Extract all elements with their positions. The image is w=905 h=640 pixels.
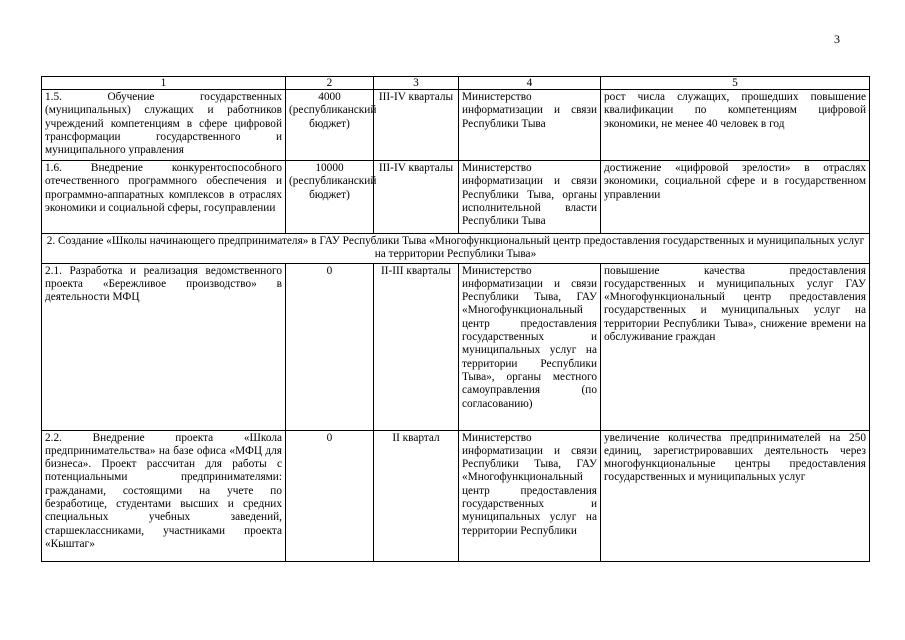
cell-period: III-IV кварталы	[374, 90, 459, 161]
cell-activity: 1.6. Внедрение конкурентоспособного отечественного программного обеспечения и программно-аппаратных комплексов в отраслях экономики и социальной сферы, госуправлении	[42, 161, 286, 234]
cell-funding: 4000 (республиканский бюджет)	[286, 90, 374, 161]
cell-funding: 0	[286, 430, 374, 561]
header-col-1: 1	[42, 77, 286, 90]
cell-result: рост числа служащих, прошедших повышение квалификации по компетенциям цифровой экономики, не менее 40 человек в год	[601, 90, 870, 161]
cell-activity: 1.5. Обучение государственных (муниципальных) служащих и работников учреждений компетенциям в сфере цифровой трансформации государственного и муниципального управления	[42, 90, 286, 161]
table-row	[42, 90, 870, 161]
cell-responsible: Министерство информатизации и связи Республики Тыва, ГАУ «Многофункциональный центр предоставления государственных и муниципальных услуг на территории Республики	[459, 430, 601, 561]
cell-responsible: Министерство информатизации и связи Республики Тыва, ГАУ «Многофункциональный центр предоставления государственных и муниципальных услуг на территории Республики Тыва», органы местного самоуправления (по согласованию)	[459, 263, 601, 430]
cell-responsible: Министерство информатизации и связи Республики Тыва	[459, 90, 601, 161]
header-row	[42, 77, 870, 90]
cell-funding: 0	[286, 263, 374, 430]
cell-result: увеличение количества предпринимателей на 250 единиц, зарегистрировавших деятельность через многофункциональные центры предоставления государственных и муниципальных услуг	[601, 430, 870, 561]
cell-funding: 10000 (республиканский бюджет)	[286, 161, 374, 234]
cell-period: II квартал	[374, 430, 459, 561]
table-row	[42, 430, 870, 561]
plan-table	[41, 76, 870, 562]
header-col-2: 2	[286, 77, 374, 90]
cell-responsible: Министерство информатизации и связи Республики Тыва, органы исполнительной власти Республики Тыва	[459, 161, 601, 234]
header-col-3: 3	[374, 77, 459, 90]
section-row	[42, 234, 870, 264]
header-col-4: 4	[459, 77, 601, 90]
cell-result: достижение «цифровой зрелости» в отраслях экономики, социальной сфере и в государственном управлении	[601, 161, 870, 234]
page-number: 3	[834, 32, 840, 46]
cell-result: повышение качества предоставления государственных и муниципальных услуг ГАУ «Многофункциональный центр предоставления государственных и муниципальных услуг на территории Республики Тыва», снижение времени на обслуживание граждан	[601, 263, 870, 430]
cell-period: II-III кварталы	[374, 263, 459, 430]
header-col-5: 5	[601, 77, 870, 90]
section-heading: 2. Создание «Школы начинающего предпринимателя» в ГАУ Республики Тыва «Многофункциональный центр предоставления государственных и муниципальных услуг на территории Республики Тыва»	[42, 234, 870, 264]
cell-period: III-IV кварталы	[374, 161, 459, 234]
table-row	[42, 263, 870, 430]
cell-activity: 2.2. Внедрение проекта «Школа предпринимательства» на базе офиса «МФЦ для бизнеса». Проект рассчитан для работы с потенциальными предпринимателями: гражданами, состоящими на учете по безработице, студентами высших и средних специальных учебных заведений, старшеклассниками, участниками проекта «Кыштаг»	[42, 430, 286, 561]
cell-activity: 2.1. Разработка и реализация ведомственного проекта «Бережливое производство» в деятельности МФЦ	[42, 263, 286, 430]
table-row	[42, 161, 870, 234]
